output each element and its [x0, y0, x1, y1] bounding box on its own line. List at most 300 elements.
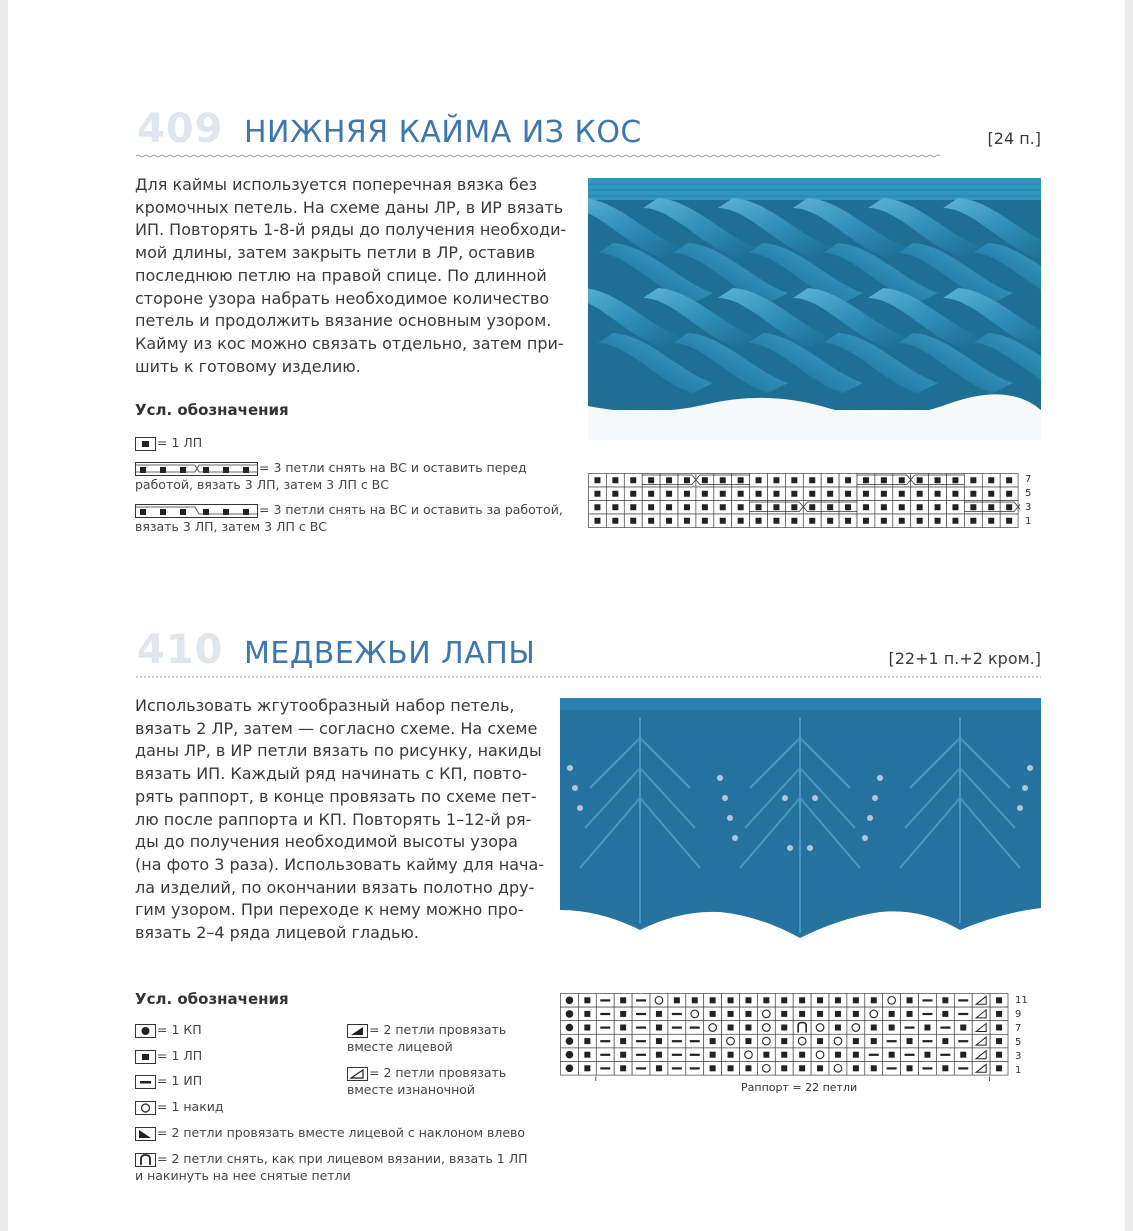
knit-stitch-mark	[899, 477, 905, 483]
knit-stitch-mark	[988, 477, 994, 483]
knit-stitch-mark	[996, 1065, 1002, 1071]
knit-stitch-mark	[827, 504, 833, 510]
purl-stitch-mark	[905, 1027, 915, 1029]
knit-stitch-mark	[745, 997, 751, 1003]
stitch-count-410: [22+1 п.+2 кром.]	[888, 649, 1041, 668]
knit-stitch-mark	[799, 1065, 805, 1071]
knit-stitch-mark	[853, 1011, 859, 1017]
cable-front-icon	[135, 462, 259, 476]
knit-stitch-mark	[799, 1052, 805, 1058]
description-line: (на фото 3 раза). Использовать кайму для нача-	[135, 854, 545, 874]
row-number: 5	[1015, 1037, 1022, 1048]
pattern-number-409: 409	[137, 106, 224, 152]
description-line: ла изделий, по окончании вязать полотно дру-	[135, 877, 535, 897]
knit-stitch-mark	[996, 1038, 1002, 1044]
stitch-count-409: [24 п.]	[987, 129, 1041, 148]
knit-stitch-mark	[630, 504, 636, 510]
knit-stitch-mark	[835, 1025, 841, 1031]
knit-stitch-mark	[935, 491, 941, 497]
knit-stitch-mark	[656, 1052, 662, 1058]
description-line: гим узором. При переходе к нему можно про-	[135, 900, 524, 920]
knit-stitch-mark	[952, 491, 958, 497]
knit-stitch-mark	[845, 491, 851, 497]
knit-stitch-mark	[594, 491, 600, 497]
knit-stitch-mark	[853, 1065, 859, 1071]
pattern-title-409: НИЖНЯЯ КАЙМА ИЗ КОС	[244, 115, 642, 150]
chart-cell	[883, 994, 901, 1008]
edge-stitch-mark	[566, 1065, 574, 1073]
legend-item-edge	[135, 1021, 202, 1038]
chart-cell	[757, 1062, 775, 1076]
legend-text: = 3 петли снять на ВС и оставить за работой,	[259, 502, 563, 517]
knit-stitch-mark	[630, 518, 636, 524]
knit-stitch-mark	[684, 504, 690, 510]
knit-stitch-mark	[970, 477, 976, 483]
knit-stitch-mark	[809, 518, 815, 524]
book-page	[8, 0, 1125, 1231]
knit-stitch-mark	[863, 518, 869, 524]
knit-stitch-mark	[656, 1011, 662, 1017]
knit-stitch-mark	[809, 491, 815, 497]
knit-stitch-mark	[791, 504, 797, 510]
purl-stitch-mark	[690, 1054, 700, 1056]
knit-stitch-mark	[924, 1052, 930, 1058]
row-number: 3	[1025, 502, 1032, 513]
knit-stitch-mark	[799, 997, 805, 1003]
knit-stitch-mark	[881, 518, 887, 524]
description-410	[135, 695, 544, 945]
k2tog-icon	[347, 1024, 369, 1038]
knit-stitch-mark	[1006, 477, 1012, 483]
knit-stitch-mark	[952, 504, 958, 510]
knit-stitch-mark	[738, 477, 744, 483]
edge-stitch-mark	[566, 1010, 574, 1018]
ssk-icon	[135, 1127, 157, 1141]
purl-stitch-mark	[905, 1054, 915, 1056]
knit-stitch-mark	[970, 504, 976, 510]
legend-item-k2tog	[347, 1021, 506, 1055]
knit-stitch-mark	[710, 1038, 716, 1044]
purl-stitch-mark	[636, 999, 646, 1001]
knit-stitch-mark	[881, 491, 887, 497]
edge-stitch-icon	[135, 1024, 157, 1038]
legend-text: = 2 петли провязать	[369, 1022, 507, 1037]
chart-cell	[704, 1021, 722, 1035]
knit-stitch-mark	[620, 1038, 626, 1044]
knit-stitch-mark	[835, 997, 841, 1003]
description-line: ды до получения необходимой высоты узора	[135, 832, 518, 852]
knit-stitch-mark	[666, 518, 672, 524]
knit-stitch-mark	[594, 504, 600, 510]
rapport-label: Раппорт = 22 петли	[741, 1081, 858, 1094]
description-line: мой длины, затем закрыть петли в ЛР, оставив	[135, 243, 536, 263]
knit-stitch-mark	[817, 1065, 823, 1071]
purl-stitch-mark	[600, 1040, 610, 1042]
legend-item-cable-front	[135, 459, 527, 493]
knit-stitch-mark	[702, 477, 708, 483]
legend-text: вязать 3 ЛП, затем 3 ЛП с ВС	[135, 519, 328, 534]
knit-stitch-mark	[594, 518, 600, 524]
knit-stitch-mark	[702, 504, 708, 510]
knit-stitch-mark	[942, 1065, 948, 1071]
purl-stitch-mark	[636, 1040, 646, 1042]
legend-item-ssk	[135, 1124, 525, 1141]
legend-text: = 3 петли снять на ВС и оставить перед	[259, 460, 527, 475]
knit-stitch-mark	[871, 997, 877, 1003]
knit-stitch-mark	[817, 997, 823, 1003]
knit-stitch-mark	[845, 518, 851, 524]
p2tog-icon	[347, 1067, 369, 1081]
knit-stitch-mark	[960, 1052, 966, 1058]
edge-stitch-mark	[566, 1024, 574, 1032]
knit-stitch-mark	[952, 518, 958, 524]
legend-text: = 1 ИП	[157, 1073, 203, 1088]
knit-stitch-mark	[612, 504, 618, 510]
knit-stitch-mark	[738, 491, 744, 497]
chart-cell	[722, 1034, 740, 1048]
knit-stitch-mark	[863, 504, 869, 510]
knit-stitch-mark	[791, 518, 797, 524]
knit-stitch-mark	[612, 518, 618, 524]
description-line: Использовать жгутообразный набор петель,	[135, 696, 515, 715]
knit-stitch-mark	[781, 1038, 787, 1044]
chart-cell	[757, 1034, 775, 1048]
knit-stitch-mark	[853, 997, 859, 1003]
knit-stitch-mark	[899, 518, 905, 524]
knit-stitch-mark	[917, 504, 923, 510]
knit-stitch-mark	[656, 1025, 662, 1031]
knit-stitch-mark	[648, 518, 654, 524]
knit-stitch-mark	[1006, 518, 1012, 524]
cable-back-icon	[135, 504, 259, 518]
knit-stitch-mark	[612, 491, 618, 497]
purl-stitch-mark	[636, 1013, 646, 1015]
knit-stitch-mark	[728, 1052, 734, 1058]
knit-stitch-mark	[988, 491, 994, 497]
knit-stitch-mark	[656, 1038, 662, 1044]
yarn-over-icon	[135, 1101, 157, 1115]
photo-lace-border	[560, 698, 1041, 958]
chart-cell	[829, 1062, 847, 1076]
purl-stitch-mark	[958, 1067, 968, 1069]
legend-text: = 2 петли провязать вместе лицевой с наклоном влево	[157, 1125, 526, 1140]
legend-title-410: Усл. обозначения	[135, 990, 289, 1008]
pattern-number-410: 410	[137, 627, 224, 673]
purl-stitch-mark	[922, 1040, 932, 1042]
knit-stitch-mark	[710, 1052, 716, 1058]
title-underline-409	[136, 154, 1041, 158]
knit-stitch-icon	[135, 1050, 157, 1064]
chart-cell	[811, 1048, 829, 1062]
knit-stitch-mark	[827, 518, 833, 524]
knit-stitch-mark	[817, 1038, 823, 1044]
purl-stitch-mark	[690, 1067, 700, 1069]
legend-item-cable-back	[135, 501, 563, 535]
purl-stitch-mark	[922, 999, 932, 1001]
knit-stitch-mark	[745, 1038, 751, 1044]
knit-stitch-mark	[781, 997, 787, 1003]
knit-stitch-mark	[952, 477, 958, 483]
purl-stitch-mark	[869, 1054, 879, 1056]
chart-410	[560, 993, 1010, 1081]
row-number: 1	[1025, 516, 1032, 527]
knit-stitch-mark	[781, 1052, 787, 1058]
knit-stitch-mark	[881, 504, 887, 510]
knit-stitch-mark	[620, 997, 626, 1003]
legend-text: вместе лицевой	[347, 1039, 453, 1054]
knit-stitch-mark	[791, 477, 797, 483]
purl-stitch-mark	[940, 1054, 950, 1056]
knit-stitch-mark	[907, 1011, 913, 1017]
purl-stitch-mark	[600, 1067, 610, 1069]
purl-stitch-mark	[600, 1054, 610, 1056]
knit-stitch-mark	[845, 477, 851, 483]
knit-stitch-mark	[935, 504, 941, 510]
knit-stitch-mark	[970, 518, 976, 524]
description-line: вязать 2–4 ряда лицевой гладью.	[135, 923, 419, 943]
knit-stitch-mark	[648, 477, 654, 483]
chart-cell	[811, 1021, 829, 1035]
purl-stitch-mark	[887, 1040, 897, 1042]
knit-stitch-mark	[763, 1052, 769, 1058]
knit-stitch-mark	[917, 477, 923, 483]
knit-stitch-mark	[702, 491, 708, 497]
legend-text: работой, вязать 3 ЛП, затем 3 ЛП с ВС	[135, 477, 389, 492]
knit-stitch-mark	[584, 1025, 590, 1031]
purl-stitch-mark	[887, 1067, 897, 1069]
legend-text: = 1 ЛП	[157, 1048, 203, 1063]
edge-stitch-mark	[566, 997, 574, 1005]
purl-stitch-mark	[958, 999, 968, 1001]
knit-stitch-mark	[935, 518, 941, 524]
knit-stitch-mark	[584, 1052, 590, 1058]
knit-stitch-mark	[835, 1011, 841, 1017]
knit-stitch-mark	[630, 477, 636, 483]
knit-stitch-mark	[756, 491, 762, 497]
knit-stitch-mark	[720, 491, 726, 497]
knit-stitch-mark	[584, 1038, 590, 1044]
knit-stitch-mark	[584, 1011, 590, 1017]
knit-stitch-mark	[889, 1011, 895, 1017]
knit-stitch-mark	[620, 1025, 626, 1031]
purl-stitch-mark	[958, 1013, 968, 1015]
legend-item-knit	[135, 1047, 202, 1064]
purl-stitch-mark	[600, 999, 610, 1001]
knit-stitch-mark	[853, 1052, 859, 1058]
knit-stitch-mark	[960, 1025, 966, 1031]
knit-stitch-mark	[648, 504, 654, 510]
edge-stitch-mark	[566, 1051, 574, 1059]
knit-stitch-mark	[756, 477, 762, 483]
purl-stitch-mark	[690, 1027, 700, 1029]
chart-cell	[757, 1021, 775, 1035]
knit-stitch-mark	[684, 518, 690, 524]
row-number: 9	[1015, 1009, 1022, 1020]
description-line: петель и продолжить вязание основным узором.	[135, 311, 552, 331]
knit-stitch-mark	[809, 504, 815, 510]
chart-cell	[847, 1021, 865, 1035]
knit-stitch-mark	[728, 997, 734, 1003]
edge-stitch-mark	[566, 1037, 574, 1045]
purl-stitch-mark	[636, 1067, 646, 1069]
knit-stitch-mark	[720, 477, 726, 483]
legend-text: = 1 накид	[157, 1099, 224, 1114]
knit-stitch-mark	[728, 1065, 734, 1071]
description-line: стороне узора набрать необходимое количество	[135, 288, 550, 308]
knit-stitch-mark	[584, 997, 590, 1003]
legend-item-purl	[135, 1072, 202, 1089]
knit-stitch-mark	[871, 1065, 877, 1071]
psso-icon	[135, 1153, 157, 1167]
knit-stitch-mark	[620, 1052, 626, 1058]
chart-cell	[757, 1007, 775, 1021]
description-line: последнюю петлю на правой спице. По длинной	[135, 265, 547, 285]
knit-stitch-mark	[907, 1038, 913, 1044]
knit-stitch-mark	[745, 1025, 751, 1031]
description-409	[135, 174, 566, 378]
knit-stitch-mark	[817, 1011, 823, 1017]
knit-stitch-mark	[738, 518, 744, 524]
knit-stitch-mark	[763, 997, 769, 1003]
knit-stitch-mark	[756, 504, 762, 510]
knit-stitch-mark	[738, 504, 744, 510]
legend-text: = 1 КП	[157, 1022, 202, 1037]
knit-stitch-mark	[845, 504, 851, 510]
purl-stitch-mark	[672, 1040, 682, 1042]
knit-stitch-mark	[988, 504, 994, 510]
knit-stitch-mark	[907, 997, 913, 1003]
purl-stitch-mark	[672, 1027, 682, 1029]
knit-stitch-mark	[1006, 491, 1012, 497]
knit-stitch-mark	[692, 997, 698, 1003]
knit-stitch-mark	[942, 1011, 948, 1017]
knit-stitch-mark	[620, 1065, 626, 1071]
knit-stitch-mark	[666, 504, 672, 510]
legend-item-p2tog	[347, 1064, 506, 1098]
knit-stitch-mark	[656, 1065, 662, 1071]
description-line: Для каймы используется поперечная вязка без	[135, 175, 538, 194]
purl-stitch-mark	[922, 1013, 932, 1015]
knit-stitch-mark	[720, 504, 726, 510]
knit-stitch-mark	[648, 491, 654, 497]
purl-stitch-mark	[600, 1027, 610, 1029]
knit-stitch-mark	[710, 997, 716, 1003]
legend-title-409: Усл. обозначения	[135, 401, 289, 419]
legend-item-psso	[135, 1150, 528, 1184]
chart-cell	[829, 1034, 847, 1048]
purl-stitch-mark	[672, 1054, 682, 1056]
knit-stitch-mark	[988, 518, 994, 524]
description-line: лю после раппорта и КП. Повторять 1–12-й ря-	[135, 809, 532, 829]
photo-cable-border	[588, 178, 1041, 440]
legend-text: вместе изнаночной	[347, 1082, 476, 1097]
knit-stitch-icon	[135, 437, 157, 451]
knit-stitch-mark	[710, 1065, 716, 1071]
knit-stitch-mark	[781, 1025, 787, 1031]
knit-stitch-mark	[745, 1065, 751, 1071]
knit-stitch-mark	[773, 491, 779, 497]
knit-stitch-mark	[917, 518, 923, 524]
row-number: 5	[1025, 488, 1032, 499]
description-line: кромочных петель. На схеме даны ЛР, в ИР вязать	[135, 197, 564, 217]
purl-stitch-mark	[922, 1067, 932, 1069]
knit-stitch-mark	[684, 491, 690, 497]
knit-stitch-mark	[871, 1038, 877, 1044]
chart-409	[588, 473, 1020, 529]
legend-item-yarn-over	[135, 1098, 224, 1115]
knit-stitch-mark	[1006, 504, 1012, 510]
row-number: 3	[1015, 1051, 1022, 1062]
knit-stitch-mark	[899, 504, 905, 510]
knit-stitch-mark	[620, 1011, 626, 1017]
knit-stitch-mark	[773, 504, 779, 510]
purl-stitch-mark	[672, 1067, 682, 1069]
legend-text: = 1 ЛП	[157, 435, 203, 450]
knit-stitch-mark	[728, 1025, 734, 1031]
knit-stitch-mark	[942, 997, 948, 1003]
chart-cell	[686, 1007, 704, 1021]
knit-stitch-mark	[889, 1025, 895, 1031]
knit-stitch-mark	[996, 1011, 1002, 1017]
purl-stitch-icon	[135, 1075, 157, 1089]
knit-stitch-mark	[666, 491, 672, 497]
knit-stitch-mark	[899, 491, 905, 497]
legend-text: = 2 петли провязать	[369, 1065, 507, 1080]
purl-stitch-mark	[690, 1040, 700, 1042]
knit-stitch-mark	[827, 477, 833, 483]
knit-stitch-mark	[773, 518, 779, 524]
knit-stitch-mark	[942, 1038, 948, 1044]
knit-stitch-mark	[630, 491, 636, 497]
knit-stitch-mark	[710, 1011, 716, 1017]
knit-stitch-mark	[674, 997, 680, 1003]
description-line: Каймy из кос можно связать отдельно, затем при-	[135, 333, 564, 353]
purl-stitch-mark	[672, 1013, 682, 1015]
chart-cell	[865, 1007, 883, 1021]
knit-stitch-mark	[863, 477, 869, 483]
knit-stitch-mark	[853, 1038, 859, 1044]
row-number: 1	[1015, 1065, 1022, 1076]
knit-stitch-mark	[773, 477, 779, 483]
description-line: ИП. Повторять 1-8-й ряды до получения необходи-	[135, 220, 567, 240]
chart-cell	[650, 994, 668, 1008]
legend-item-knit	[135, 434, 202, 451]
knit-stitch-mark	[684, 477, 690, 483]
knit-stitch-mark	[745, 1011, 751, 1017]
row-number: 7	[1015, 1023, 1022, 1034]
row-number: 11	[1015, 995, 1028, 1006]
legend-text: и накинуть на нее снятые петли	[135, 1168, 351, 1183]
knit-stitch-mark	[996, 1025, 1002, 1031]
knit-stitch-mark	[935, 477, 941, 483]
description-line: даны ЛР, в ИР петли вязать по рисунку, накиды	[135, 741, 542, 761]
knit-stitch-mark	[996, 1052, 1002, 1058]
knit-stitch-mark	[791, 491, 797, 497]
knit-stitch-mark	[702, 518, 708, 524]
description-line: рять раппорт, в конце провязать по схеме пет-	[135, 786, 537, 806]
knit-stitch-mark	[756, 518, 762, 524]
purl-stitch-mark	[636, 1054, 646, 1056]
purl-stitch-mark	[958, 1040, 968, 1042]
knit-stitch-mark	[970, 491, 976, 497]
knit-stitch-mark	[809, 477, 815, 483]
knit-stitch-mark	[584, 1065, 590, 1071]
knit-stitch-mark	[863, 491, 869, 497]
knit-stitch-mark	[666, 477, 672, 483]
knit-stitch-mark	[594, 477, 600, 483]
knit-stitch-mark	[996, 997, 1002, 1003]
knit-stitch-mark	[612, 477, 618, 483]
